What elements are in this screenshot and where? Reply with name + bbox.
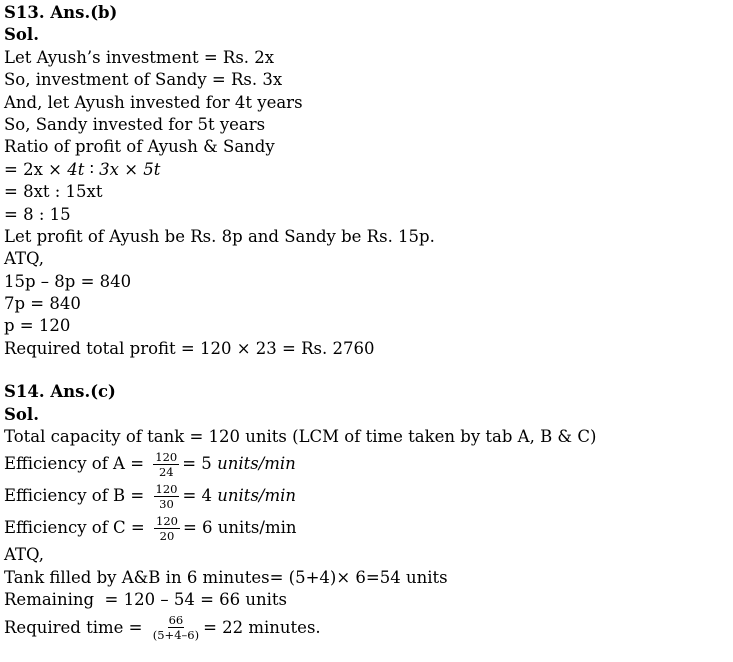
s13-heading: S13. Ans.(b) [4,3,118,22]
efficiency-c-fraction [154,514,180,543]
section-spacer [4,360,729,381]
s14-filled-line: Tank filled by A&B in 6 minutes= (5+4)× 6=54 units [4,567,448,587]
s13-line: So, Sandy invested for 5t years [4,114,266,134]
s14-remaining-line: Remaining = 120 – 54 = 66 units [4,590,288,610]
efficiency-c-line [4,512,729,544]
efficiency-a-line [4,448,729,480]
s13-line: Let profit of Ayush be Rs. 8p and Sandy be Rs. 15p. [4,226,435,246]
s13-line: = 8xt : 15xt [4,182,103,202]
efficiency-a-result: = 5 [182,454,218,474]
s13-line: So, investment of Sandy = Rs. 3x [4,70,283,90]
ratio-term-c: 5t [143,159,161,179]
s13-line: Ratio of profit of Ayush & Sandy [4,137,275,157]
s13-line: ATQ, [4,249,44,269]
solutions-document [4,2,729,644]
fraction-denominator: 20 [159,528,175,543]
s14-sol-label: Sol. [4,404,39,424]
efficiency-c-label: Efficiency of C = [4,518,150,538]
s13-sol-label: Sol. [4,25,39,45]
ratio-colon: ∶ [84,159,100,179]
s13-line: 7p = 840 [4,294,81,314]
s13-line: And, let Ayush invested for 4t years [4,92,303,112]
efficiency-a-label: Efficiency of A = [4,454,150,474]
efficiency-b-fraction [154,482,180,511]
s13-ratio-line [4,159,729,181]
fraction-denominator: 24 [158,464,174,479]
efficiency-b-label: Efficiency of B = [4,486,150,506]
required-time-fraction [152,613,200,642]
efficiency-c-result: = 6 units/min [182,518,297,538]
fraction-denominator: 30 [159,496,174,511]
efficiency-b-line [4,480,729,512]
efficiency-a-unit: units/min [217,454,296,474]
s14-heading: S14. Ans.(c) [4,382,116,402]
ratio-term-b: 3x [99,159,119,179]
s14-atq-line: ATQ, [4,545,44,565]
ratio-times: × [118,159,144,179]
s14-capacity-line: Total capacity of tank = 120 units (LCM of time taken by tab A, B & C) [4,427,597,447]
ratio-prefix: = 2x × [4,159,68,179]
s13-line: Let Ayush’s investment = Rs. 2x [4,47,275,67]
efficiency-b-unit: units/min [217,486,297,506]
ratio-term-a: 4t [67,159,85,179]
fraction-numerator: 120 [156,513,178,528]
fraction-denominator: (5+4–6) [152,628,200,643]
required-time-label: Required time = [4,617,148,637]
required-time-line [4,612,729,644]
s13-line: Required total profit = 120 × 23 = Rs. 2760 [4,338,375,358]
efficiency-a-fraction [153,450,179,479]
required-time-result: = 22 minutes. [203,617,321,637]
fraction-numerator: 120 [155,481,178,496]
fraction-numerator: 120 [155,449,178,464]
s13-line: = 8 : 15 [4,204,71,224]
s13-line: 15p – 8p = 840 [4,271,132,291]
s13-line: p = 120 [4,316,71,336]
fraction-numerator: 66 [168,613,184,628]
efficiency-b-result: = 4 [182,486,218,506]
